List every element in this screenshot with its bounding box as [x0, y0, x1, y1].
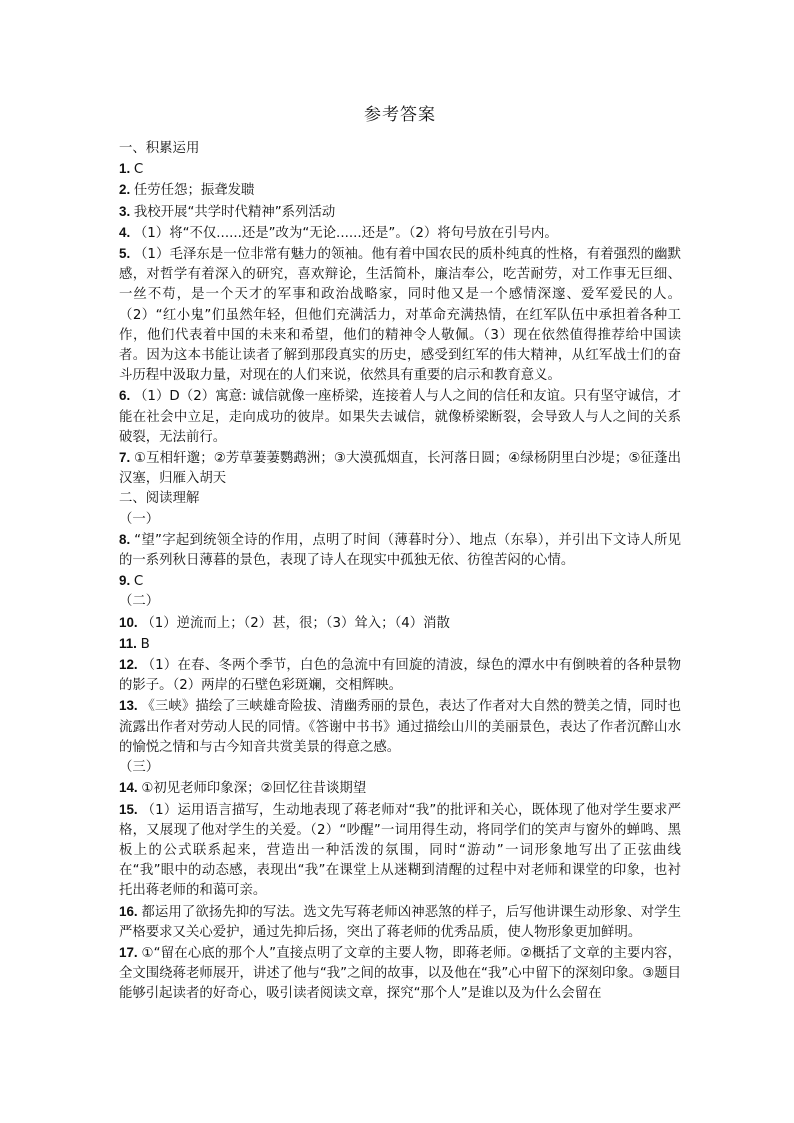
- answer-item: [119, 778, 681, 799]
- answer-text: “望”字起到统领全诗的作用，点明了时间（薄暮时分）、地点（东皋），并引出下文诗人所见的一系列秋日薄暮的景色，表现了诗人在现实中孤独无依、彷徨苦闷的心情。: [119, 532, 681, 569]
- answer-number: 17.: [119, 944, 142, 960]
- answer-text: （1）逆流而上；（2）甚，很；（3）耸入；（4）消散: [141, 615, 450, 631]
- answer-item: [119, 244, 681, 386]
- answer-text: 《三峡》描绘了三峡雄奇险拔、清幽秀丽的景色，表达了作者对大自然的赞美之情，同时也流露出作者对劳动人民的同情。《答谢中书书》通过描绘山川的美丽景色，表达了作者沉醉山水的愉悦之情和与古今知音共赏美景的得意之感。: [119, 699, 681, 755]
- answer-number: 16.: [119, 903, 142, 919]
- answer-item: [119, 223, 681, 244]
- section-heading: 二、阅读理解: [119, 491, 200, 507]
- answer-text: （1）运用语言描写，生动地表现了蒋老师对“我”的批评和关心，既体现了他对学生要求严格，又展现了他对学生的关爱。（2）“吵醒”一词用得生动，将同学们的笑声与窗外的蝉鸣、黑板上的公式联系起来，营造出一种活泼的氛围，同时“游动”一词形象地写出了正弦曲线在“我”眼中的动态感，表现出“我”在课堂上从迷糊到清醒的过程中对老师和课堂的印象，也衬托出蒋老师的和蔼可亲。: [119, 802, 681, 899]
- answer-number: 8.: [119, 531, 135, 547]
- answer-number: 6.: [119, 388, 134, 404]
- answer-text: （1）毛泽东是一位非常有魅力的领袖。他有着中国农民的质朴纯真的性格，有着强烈的幽默感，对哲学有着深入的研究，喜欢辩论，生活简朴，廉洁奉公，吃苦耐劳，对工作事无巨细、一丝不苟，是一个天才的军事和政治战略家，同时他又是一个感情深邃、爱军爱民的人。（2）“红小鬼”们虽然年轻，但他们充满活力，对革命充满热情，在红军队伍中承担着各种工作，他们代表着中国的未来和希望，他们的精神令人敬佩。（3）现在依然值得推荐给中国读者。因为这本书能让读者了解到那段真实的历史，感受到红军的伟大精神，从红军战士们的奋斗历程中汲取力量，对现在的人们来说，依然具有重要的启示和教育意义。: [119, 247, 681, 384]
- answer-number: 13.: [119, 698, 142, 714]
- answer-number: 2.: [119, 182, 134, 198]
- answer-text: B: [140, 636, 150, 652]
- answer-text: ①互相轩邈；②芳草萋萋鹦鹉洲；③大漠孤烟直，长河落日圆；④绿杨阴里白沙堤；⑤征蓬出汉塞，归雁入胡天: [119, 451, 681, 487]
- answer-text: ①“留在心底的那个人”直接点明了文章的主要人物，即蒋老师。②概括了文章的主要内容，全文围绕蒋老师展开，讲述了他与“我”之间的故事，以及他在“我”心中留下的深刻印象。③题目能够引起读者的好奇心，吸引读者阅读文章，探究“那个人”是谁以及为什么会留在: [119, 945, 681, 1002]
- answer-number: 14.: [119, 780, 142, 796]
- answer-item: [119, 159, 681, 180]
- page-title: 参考答案: [364, 105, 436, 125]
- answer-item: [119, 696, 681, 758]
- answer-item: [119, 571, 681, 592]
- answer-text: （1）D（2）寓意: 诚信就像一座桥梁，连接着人与人之间的信任和友谊。只有坚守诚信，才能在社会中立足，走向成功的彼岸。如果失去诚信，就像桥梁断裂，会导致人与人之间的关系破裂，无法前行。: [119, 389, 682, 445]
- answer-number: 15.: [119, 801, 142, 817]
- answer-item: [119, 202, 681, 223]
- answer-item: [119, 180, 681, 201]
- answer-number: 4.: [119, 224, 134, 240]
- answer-item: [119, 800, 681, 902]
- answer-number: 3.: [119, 203, 134, 219]
- answer-text: 任劳任怨；振聋发聩: [133, 183, 255, 199]
- answer-text: 我校开展“共学时代精神”系列活动: [133, 204, 336, 220]
- answer-text: C: [133, 574, 144, 590]
- answer-item: [119, 386, 681, 448]
- answer-number: 12.: [119, 657, 142, 673]
- answer-number: 10.: [119, 614, 142, 630]
- answer-text: ①初见老师印象深；②回忆往昔谈期望: [141, 781, 367, 797]
- subsection-heading: （一）: [119, 511, 160, 527]
- answer-number: 9.: [119, 573, 134, 589]
- answer-number: 7.: [119, 450, 135, 466]
- answer-item: [119, 530, 681, 571]
- subsection-heading: （二）: [119, 594, 160, 610]
- answer-text: （1）将“不仅......还是”改为“无论......还是”。（2）将句号放在引号内。: [133, 225, 558, 241]
- answer-item: [119, 613, 681, 634]
- answer-item: [119, 634, 681, 655]
- answer-sheet: [119, 103, 681, 1005]
- answer-number: 5.: [119, 246, 134, 262]
- answer-text: （1）在春、冬两个季节，白色的急流中有回旋的清波，绿色的潭水中有倒映着的各种景物的影子。（2）两岸的石壁色彩斑斓，交相辉映。: [119, 658, 681, 694]
- answer-text: 都运用了欲扬先抑的写法。选文先写蒋老师凶神恶煞的样子，后写他讲课生动形象、对学生严格要求又关心爱护，通过先抑后扬，突出了蒋老师的优秀品质，使人物形象更加鲜明。: [119, 904, 681, 940]
- answer-number: 11.: [119, 635, 141, 651]
- answer-content: [119, 139, 681, 1005]
- answer-text: C: [133, 162, 144, 178]
- section-heading: 一、积累运用: [119, 141, 200, 156]
- answer-item: [119, 655, 681, 696]
- answer-item: [119, 902, 681, 943]
- subsection-heading: （三）: [119, 760, 160, 776]
- answer-item: [119, 943, 681, 1005]
- answer-number: 1.: [119, 161, 134, 177]
- answer-item: [119, 448, 681, 489]
